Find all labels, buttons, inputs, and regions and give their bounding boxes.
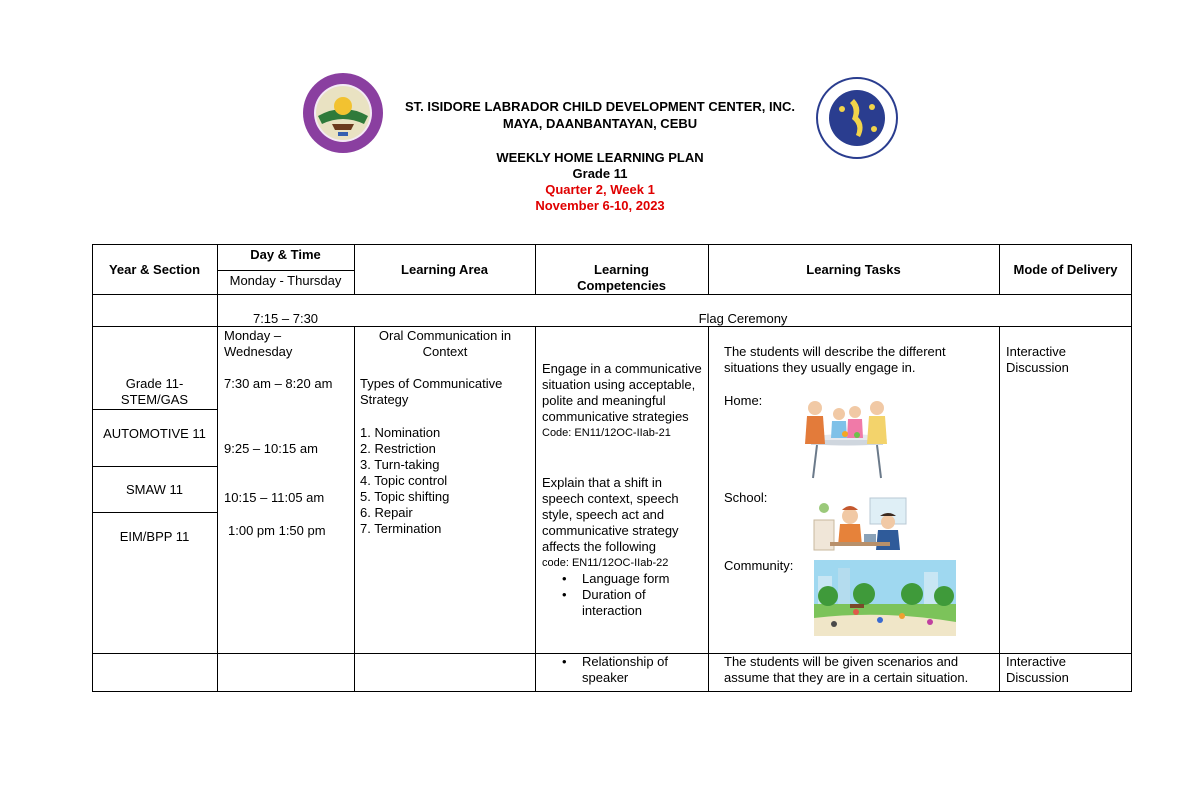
strategy-item: 6. Repair (360, 505, 413, 520)
flag-ceremony-label: Flag Ceremony (698, 311, 788, 326)
learning-plan-table (92, 244, 1132, 692)
bullet-item: • Duration of interaction (558, 587, 704, 619)
strategy-item: 7. Termination (360, 521, 442, 536)
flag-ceremony-time: 7:15 – 7:30 (252, 311, 319, 326)
park-community-illustration (814, 560, 956, 636)
section-eim-bpp: EIM/BPP 11 (119, 529, 190, 544)
task-school-label: School: (724, 490, 768, 505)
header-learning-tasks: Learning Tasks (806, 262, 901, 277)
header-learning-competencies: Learning Competencies (577, 262, 666, 293)
school-address: MAYA, DAANBANTAYAN, CEBU (502, 116, 698, 131)
subject-name: Oral Communication in Context (378, 328, 512, 359)
quarter-week-label: Quarter 2, Week 1 (545, 182, 655, 197)
competency-1-code: Code: EN11/12OC-IIab-21 (542, 427, 671, 439)
time-slot-3: 10:15 – 11:05 am (224, 490, 325, 505)
competency-2-text: Explain that a shift in speech context, speech style, speech act and communicative strategy affects the following (542, 475, 679, 554)
competency-bullet-list (558, 571, 704, 619)
task-row-2: The students will be given scenarios and assume that they are in a certain situation. (724, 654, 969, 685)
header-year-section: Year & Section (108, 262, 201, 277)
days-label: Monday – Wednesday (224, 328, 293, 359)
mode-row-1: Interactive Discussion (1006, 344, 1069, 375)
school-name: ST. ISIDORE LABRADOR CHILD DEVELOPMENT CENTER, INC. (404, 99, 796, 114)
header-day-range: Monday - Thursday (229, 273, 342, 288)
date-range-label: November 6-10, 2023 (535, 198, 665, 213)
family-dinner-illustration (797, 396, 897, 480)
bullet-item: • Relationship of speaker (558, 654, 704, 686)
competency-1 (542, 361, 704, 441)
strategy-item: 1. Nomination (360, 425, 441, 440)
bullet-item: • Language form (558, 571, 704, 587)
competency-row-2 (542, 654, 704, 686)
header-mode-of-delivery: Mode of Delivery (1013, 262, 1118, 277)
strategy-item: 4. Topic control (360, 473, 448, 488)
competency-2-code: code: EN11/12OC-IIab-22 (542, 557, 669, 569)
competency-row-2-list (558, 654, 704, 686)
strategy-item: 2. Restriction (360, 441, 436, 456)
plan-title: WEEKLY HOME LEARNING PLAN (496, 150, 704, 165)
time-slot-2: 9:25 – 10:15 am (224, 441, 318, 456)
task-home-label: Home: (724, 393, 763, 408)
strategy-item: 3. Turn-taking (360, 457, 440, 472)
section-automotive: AUTOMOTIVE 11 (103, 426, 206, 441)
grade-label: Grade 11 (572, 166, 628, 181)
section-smaw: SMAW 11 (125, 482, 184, 497)
task-community-label: Community: (724, 558, 794, 573)
time-slot-4: 1:00 pm 1:50 pm (228, 523, 326, 538)
strategy-item: 5. Topic shifting (360, 489, 450, 504)
competency-2 (542, 475, 704, 619)
task-intro: The students will describe the different situations they usually engage in. (724, 344, 946, 375)
header-day-time: Day & Time (250, 247, 321, 262)
header-learning-area: Learning Area (401, 262, 488, 277)
topic-name: Types of Communicative Strategy (360, 376, 503, 407)
classroom-illustration (810, 496, 910, 558)
strategy-list (360, 425, 530, 537)
competency-1-text: Engage in a communicative situation using acceptable, polite and meaningful communicative strategies (542, 361, 702, 424)
section-stem-gas: Grade 11- STEM/GAS (120, 376, 189, 407)
mode-row-2: Interactive Discussion (1006, 654, 1069, 685)
time-slot-1: 7:30 am – 8:20 am (224, 376, 333, 391)
